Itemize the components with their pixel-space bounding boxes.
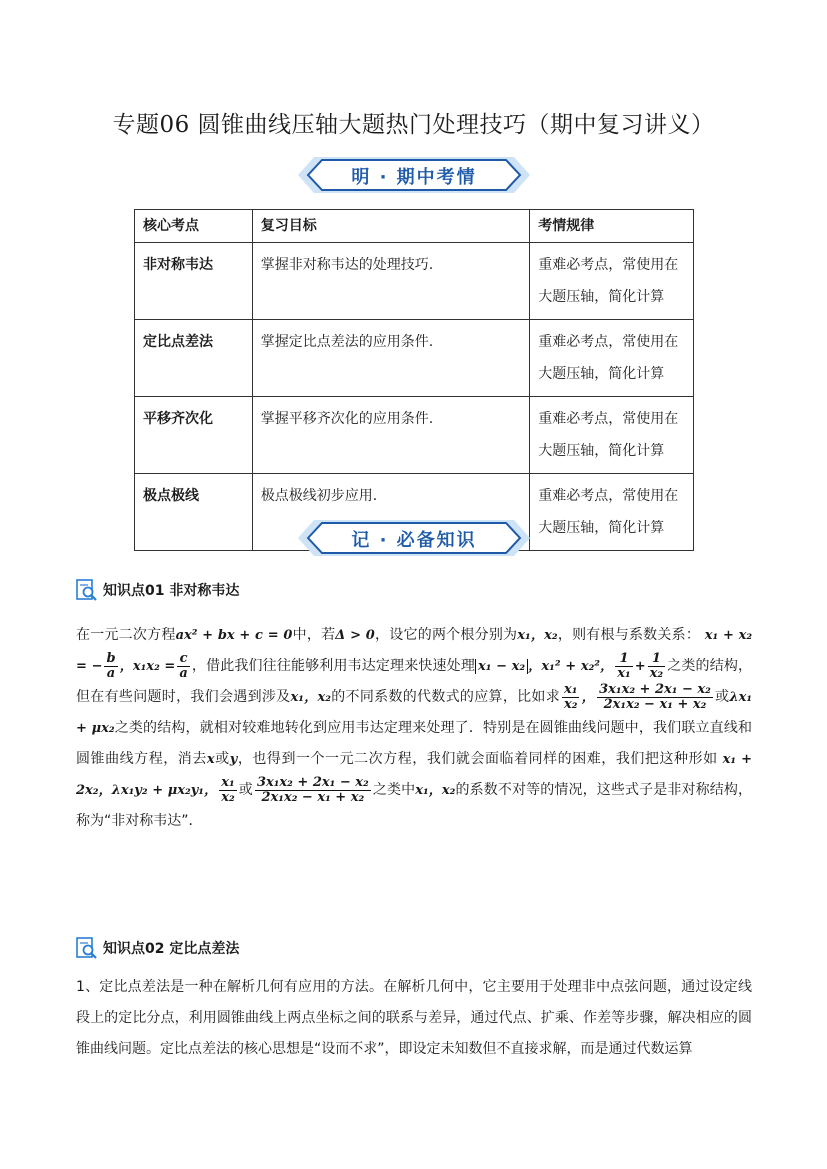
topic-cell: 极点极线 — [135, 474, 253, 551]
text: 在一元二次方程 — [76, 627, 176, 643]
numerator: b — [106, 650, 116, 666]
topic-cell: 非对称韦达 — [135, 243, 253, 320]
denominator: x₂ — [221, 789, 235, 805]
text: 的不同系数的代数式的应算，比如求 — [330, 689, 561, 705]
denominator: 2x₁x₂ − x₁ + x₂ — [261, 789, 365, 805]
formula: x₁ + 2x₂，λx₁y₂ + μx₂y₁， — [76, 752, 753, 798]
table-header-cell: 核心考点 — [135, 210, 253, 243]
knowledge-point-1-heading — [76, 578, 239, 602]
formula: ax² + bx + c = 0 — [175, 628, 293, 643]
fraction — [615, 652, 632, 681]
rule-cell: 重难必考点，常使用在大题压轴，简化计算 — [530, 243, 694, 320]
table-row — [135, 320, 694, 397]
fraction — [104, 652, 117, 681]
fraction — [648, 652, 665, 681]
denominator: x₁ — [617, 665, 631, 681]
rule-cell: 重难必考点，常使用在大题压轴，简化计算 — [530, 474, 694, 551]
goal-cell: 极点极线初步应用. — [252, 474, 529, 551]
rule-cell: 重难必考点，常使用在大题压轴，简化计算 — [530, 397, 694, 474]
goal-cell: 掌握非对称韦达的处理技巧. — [252, 243, 529, 320]
formula: Δ > 0 — [335, 628, 375, 643]
table-header-row — [135, 210, 694, 243]
text: ，设它的两个根分别为 — [374, 627, 518, 643]
text: 之类的结构，就相对较难地转化到应用韦达定理来处理了．特别是在圆锥曲线问题中，我们联立直线和圆锥曲线方程，消去 — [76, 720, 752, 767]
text: 中，若 — [292, 627, 336, 643]
magnifier-doc-icon — [76, 937, 98, 959]
fraction — [177, 652, 189, 681]
denominator: x₂ — [564, 696, 578, 712]
topic-cell: 定比点差法 — [135, 320, 253, 397]
table-row — [135, 243, 694, 320]
formula: λx₁ + μx₂ — [76, 690, 753, 736]
denominator: a — [106, 665, 116, 681]
banner-title: 明 · 期中考情 — [351, 167, 477, 188]
table-row — [135, 397, 694, 474]
formula: y — [229, 752, 238, 767]
formula: ，x₁x₂ = — [119, 659, 176, 674]
goal-cell: 掌握平移齐次化的应用条件. — [252, 397, 529, 474]
banner-title: 记 · 必备知识 — [351, 530, 477, 551]
formula: x₁，x₂ — [290, 690, 331, 705]
fraction — [219, 776, 236, 805]
formula: x₁，x₂ — [415, 783, 456, 798]
text: 或 — [238, 782, 253, 798]
text: 或 — [714, 689, 730, 705]
fraction — [562, 683, 579, 712]
formula: x₁ − x₂ — [475, 659, 528, 674]
denominator: a — [179, 665, 188, 681]
goal-cell: 掌握定比点差法的应用条件. — [252, 320, 529, 397]
numerator: x₁ — [564, 681, 578, 697]
formula: x — [206, 752, 215, 767]
magnifier-doc-icon — [76, 579, 98, 601]
paragraph — [76, 620, 752, 837]
exam-situation-banner — [298, 154, 530, 196]
fraction — [255, 776, 371, 805]
fraction — [597, 683, 713, 712]
knowledge-point-1-body — [76, 620, 752, 837]
formula: x₁，x₂ — [517, 628, 558, 643]
text: 或 — [214, 751, 230, 767]
rule-cell: 重难必考点，常使用在大题压轴，简化计算 — [530, 320, 694, 397]
numerator: 1 — [648, 652, 665, 667]
formula: x₁ + x₂ = − — [76, 628, 753, 674]
paragraph: 1、定比点差法是一种在解析几何有应用的方法。在解析几何中，它主要用于处理非中点弦问题，通过设定线段上的定比分点，利用圆锥曲线上两点坐标之间的联系与差异，通过代点、扩乘、作差等步骤，解决相应的圆锥曲线问题。定比点差法的核心思想是“设而不求”，即设定未知数但不直接求解，而是通过代数运算 — [76, 979, 752, 1057]
text: ，也得到一个一元二次方程，我们就会面临着同样的困难，我们把这种形如 — [237, 751, 718, 767]
page-title: 专题06 圆锥曲线压轴大题热门处理技巧（期中复习讲义） — [112, 112, 715, 138]
text: 之类中 — [372, 782, 416, 798]
numerator: c — [177, 652, 189, 667]
formula: ， — [581, 690, 596, 705]
knowledge-point-2-body — [76, 972, 752, 1065]
numerator: 1 — [615, 652, 632, 667]
formula: ，x₁² + x₂²， — [528, 659, 614, 674]
knowledge-point-title: 知识点01 非对称韦达 — [103, 583, 240, 599]
exam-overview-table — [134, 209, 694, 551]
text: 之类的结构，但在有些问题时，我们会遇到涉及 — [76, 658, 752, 705]
text: ，则有根与系数关系： — [557, 627, 701, 643]
table-header-cell: 考情规律 — [530, 210, 694, 243]
table-header-cell: 复习目标 — [252, 210, 529, 243]
text: 的系数不对等的情况，这些式子是非对称结构，称为“非对称韦达”． — [76, 782, 753, 829]
knowledge-banner — [298, 517, 530, 559]
numerator: 3x₁x₂ + 2x₁ − x₂ — [599, 681, 711, 697]
formula: + — [634, 659, 646, 674]
topic-cell: 平移齐次化 — [135, 397, 253, 474]
text: ，借此我们往往能够利用韦达定理来快速处理 — [191, 658, 475, 674]
knowledge-point-2-heading — [76, 936, 239, 960]
numerator: x₁ — [221, 774, 235, 790]
knowledge-point-title: 知识点02 定比点差法 — [103, 941, 240, 957]
denominator: 2x₁x₂ − x₁ + x₂ — [603, 696, 707, 712]
denominator: x₂ — [649, 665, 664, 681]
numerator: 3x₁x₂ + 2x₁ − x₂ — [256, 774, 369, 790]
